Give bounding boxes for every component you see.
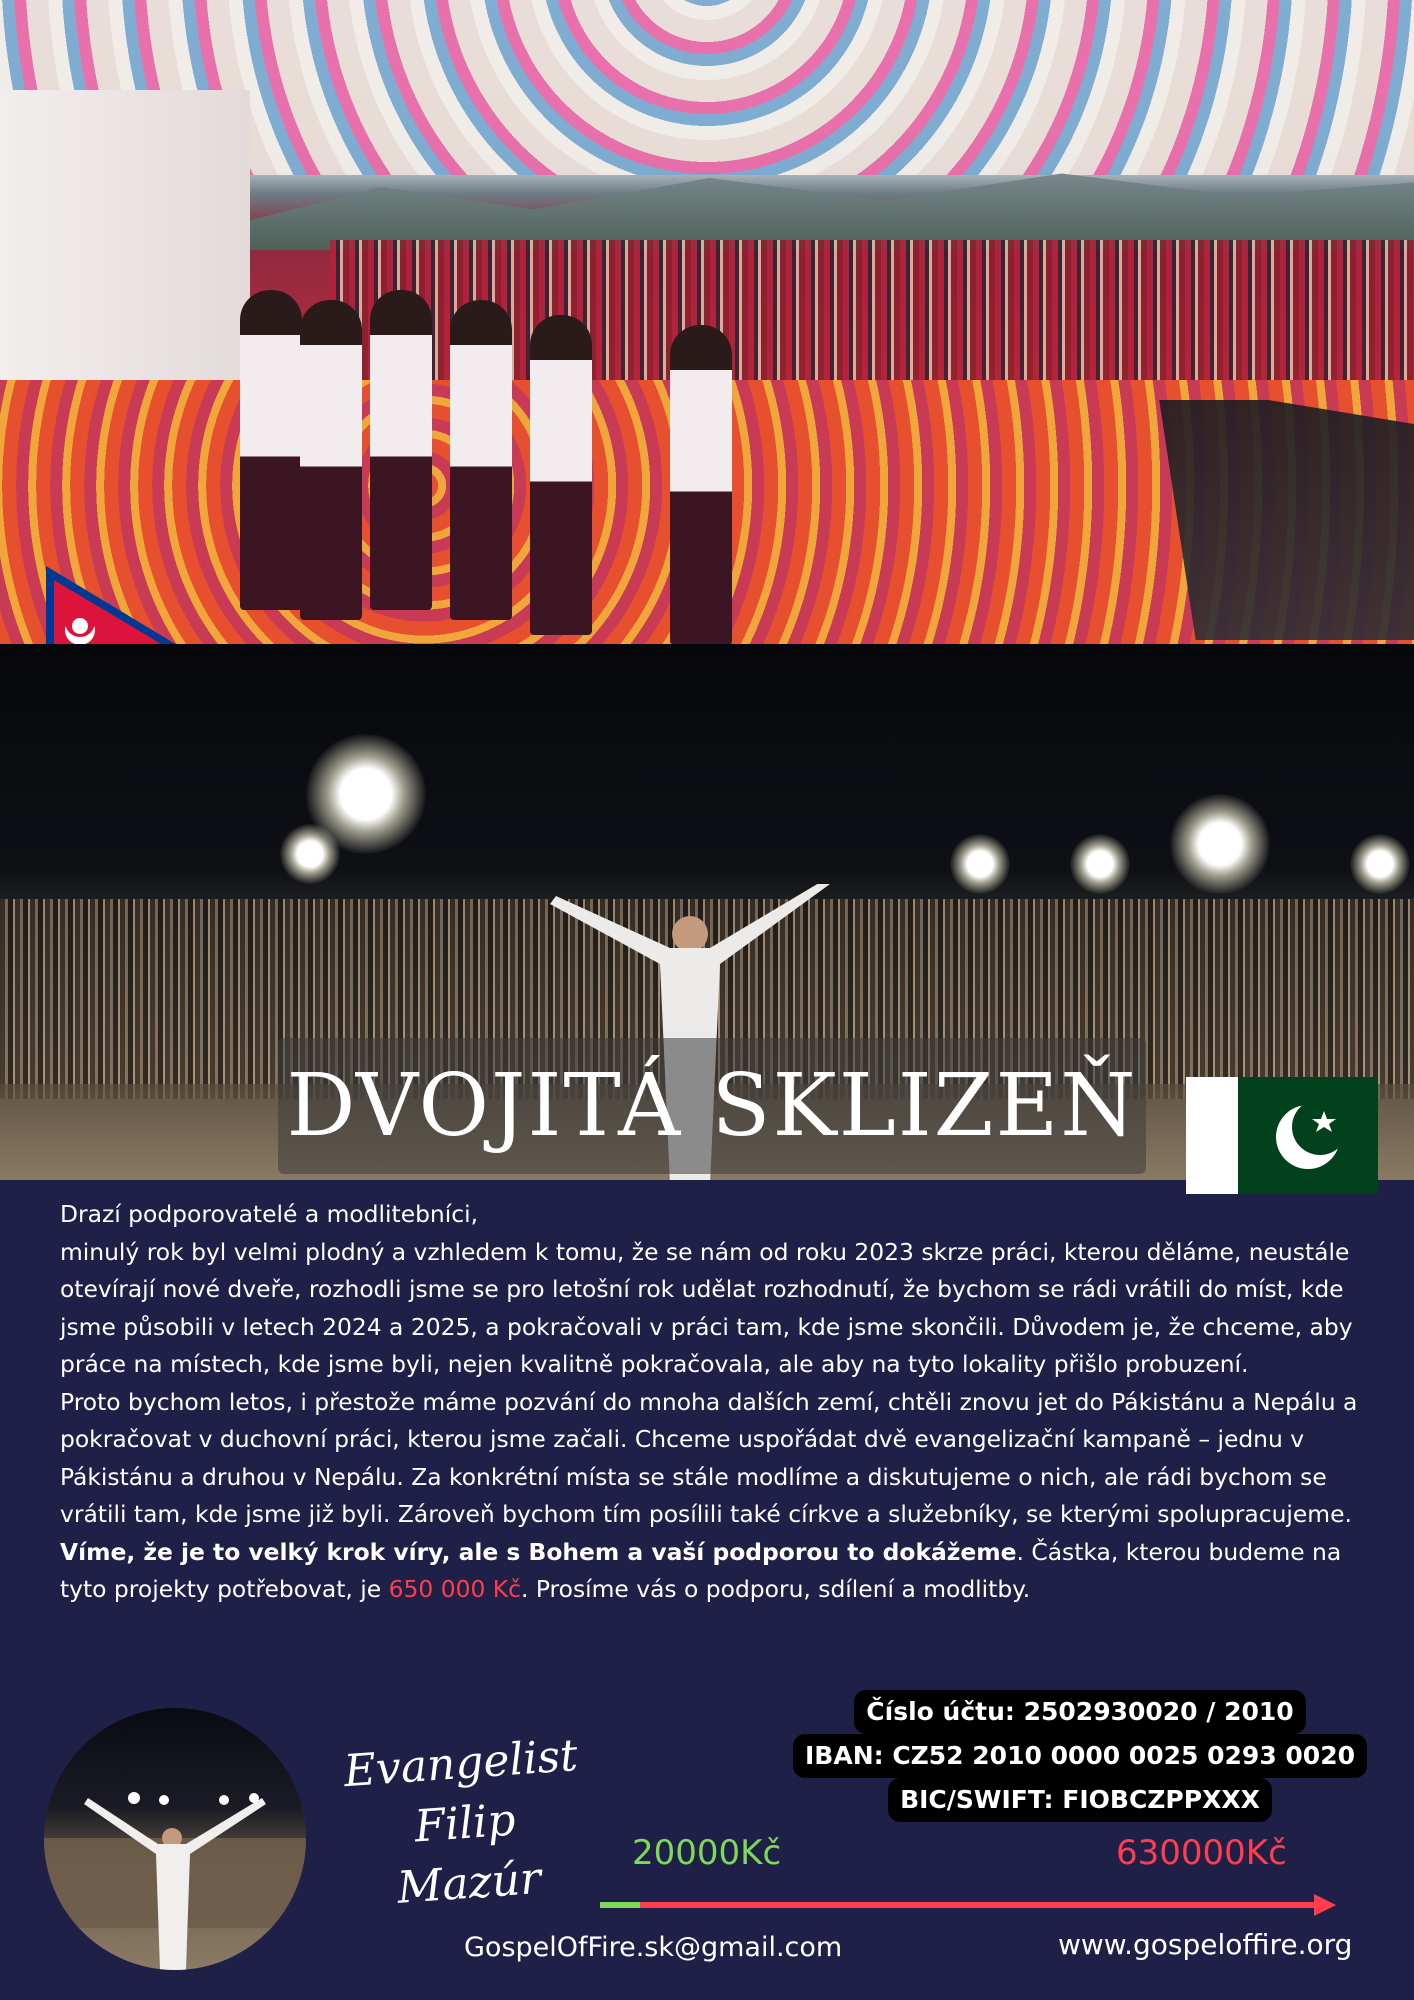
target-amount: 650 000 Kč [388, 1575, 521, 1603]
dancer [530, 315, 592, 635]
stadium-light [1070, 834, 1130, 894]
iban: IBAN: CZ52 2010 0000 0025 0293 0020 [793, 1734, 1367, 1778]
dancer [300, 300, 362, 620]
contact-email[interactable]: GospelOfFire.sk@gmail.com [464, 1932, 843, 1963]
paragraph-3 [60, 1534, 1380, 1609]
dancer [240, 290, 302, 610]
raised-amount-label: 20000Kč [632, 1833, 782, 1873]
progress-arrow-icon [1314, 1894, 1336, 1916]
bic-swift: BIC/SWIFT: FIOBCZPPXXX [888, 1778, 1272, 1822]
evangelist-avatar [44, 1708, 306, 1970]
paragraph-1: minulý rok byl velmi plodný a vzhledem k tomu, že se nám od roku 2023 skrze práci, kterou děláme, neustále otevírají nové dveře, rozhodli jsme se pro letošní rok udělat rozhodnutí, že bychom se rádi vrátili do míst, kde jsme působili v letech 2024 a 2025, a pokračovali v práci tam, kde jsme skončili. Důvodem je, že chceme, aby práce na místech, kde jsme byli, nejen kvalitně pokračovala, ale aby na tyto lokality přišlo probuzení. [60, 1237, 1353, 1378]
dancer [670, 325, 732, 644]
fundraising-progress-bar [600, 1890, 1340, 1920]
remaining-amount-label: 630000Kč [1116, 1833, 1287, 1873]
evangelist-signature [294, 1723, 636, 1926]
stadium-light [280, 824, 340, 884]
page-title: DVOJITÁ SKLIZEŇ [286, 1056, 1138, 1156]
signature-line-2: Mazúr [395, 1852, 543, 1914]
nepal-event-photo [0, 0, 1414, 644]
stadium-light [1350, 834, 1410, 894]
avatar-scene [44, 1708, 306, 1970]
signature-line-1: Evangelist Filip [342, 1730, 580, 1853]
closing-request: . Prosíme vás o podporu, sdílení a modlitby. [520, 1575, 1031, 1603]
stadium-light [950, 834, 1010, 894]
dancer [450, 300, 512, 620]
dancer [370, 290, 432, 610]
pakistan-flag-white-band [1186, 1077, 1238, 1194]
letter-body [60, 1196, 1380, 1609]
account-number: Číslo účtu: 2502930020 / 2010 [854, 1690, 1305, 1734]
bank-details [780, 1690, 1380, 1822]
paragraph-2: Proto bychom letos, i přestože máme pozvání do mnoha dalších zemí, chtěli znovu jet do Pákistánu a Nepálu a pokračovat v duchovní práci, kterou jsme začali. Chceme uspořádat dvě evangelizační kampaně – jednu v Pákistánu a druhou v Nepálu. Za konkrétní místa se stále modlíme a diskutujeme o nich, ale rádi bychom se vrátili tam, kde jsme již byli. Zároveň bychom tím posílili také církve a služebníky, se kterými spolupracujeme. [60, 1387, 1358, 1528]
greeting: Drazí podporovatelé a modlitebníci, [60, 1200, 479, 1228]
stadium-light [1170, 794, 1270, 894]
pakistan-flag-icon [1186, 1077, 1378, 1194]
stage-curtain [0, 90, 250, 390]
faith-statement: Víme, že je to velký krok víry, ale s Bohem a vaší podporou to dokážeme [60, 1537, 1017, 1566]
moon-emblem [65, 607, 95, 645]
amount-intro: . Částka, kterou budeme na tyto projekty potřebovat, je [60, 1537, 1342, 1603]
contact-website[interactable]: www.gospeloffire.org [1058, 1928, 1353, 1961]
